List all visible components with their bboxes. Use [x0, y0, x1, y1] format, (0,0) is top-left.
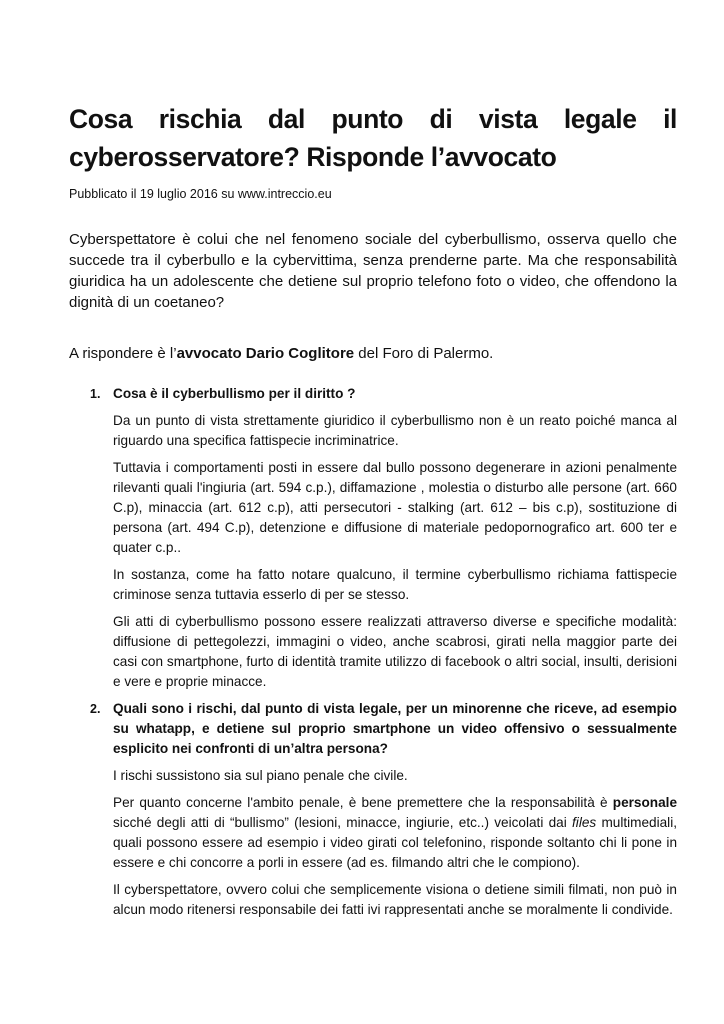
- question-title: Cosa è il cyberbullismo per il diritto ?: [113, 386, 356, 401]
- question-number: 1.: [90, 387, 101, 401]
- answer-paragraph: Tuttavia i comportamenti posti in essere dal bullo possono degenerare in azioni penalmente rilevanti quali l'ingiuria (art. 594 c.p.), diffamazione , molestia o disturbo alle persone (art. 660 C.p), minaccia (art. 612 c.p), atti persecutori - stalking (art. 612 – bis c.p), sostituzione di persona (art. 494 C.p), detenzione e diffusione di materiale pedopornografico art. 600 ter e quater c.p..: [113, 460, 677, 555]
- answer-paragraph: Gli atti di cyberbullismo possono essere realizzati attraverso diverse e specifiche modalità: diffusione di pettegolezzi, immagini o video, anche scabrosi, girati nella maggior parte dei casi con smartphone, furto di identità tramite utilizzo di facebook o altri social, insulti, derisioni e vere e proprie minacce.: [113, 614, 677, 689]
- document-page: [69, 100, 677, 927]
- article-title: Cosa rischia dal punto di vista legale il cyberosservatore? Risponde l’avvocato: [69, 104, 677, 172]
- answer-by-prefix: A rispondere è l’: [69, 345, 177, 362]
- question-list: [69, 384, 677, 920]
- italic-term: files: [572, 815, 597, 830]
- text-segment: multimediali, quali possono essere ad esempio i video girati col telefonino, risponde soltanto chi li pone in essere e chi concorre a porli in essere (ad es. filmando altri che le compiono).: [113, 815, 678, 870]
- question-number: 2.: [90, 702, 101, 716]
- answer-paragraph: Da un punto di vista strettamente giuridico il cyberbullismo non è un reato poiché manca al riguardo una specifica fattispecie incriminatrice.: [113, 413, 677, 448]
- bold-term: personale: [612, 795, 677, 810]
- question-item-2: [69, 699, 677, 920]
- intro-paragraph: Cyberspettatore è colui che nel fenomeno sociale del cyberbullismo, osserva quello che succede tra il cyberbullo e la cybervittima, senza prenderne parte. Ma che responsabilità giuridica ha un adolescente che detiene sul proprio telefono foto o video, che offendono la dignità di un coetaneo?: [69, 231, 677, 311]
- question-item-1: [69, 384, 677, 692]
- answer-by-line: [69, 343, 677, 364]
- publication-info: Pubblicato il 19 luglio 2016 su www.intreccio.eu: [69, 187, 332, 201]
- answer-paragraph: I rischi sussistono sia sul piano penale che civile.: [113, 768, 408, 783]
- text-segment: sicché degli atti di “bullismo” (lesioni, minacce, ingiurie, etc..) veicolati dai: [113, 815, 573, 830]
- answer-paragraph-personale: [113, 793, 677, 873]
- answer-paragraph: In sostanza, come ha fatto notare qualcuno, il termine cyberbullismo richiama fattispecie criminose senza tuttavia esserlo di per se stesso.: [113, 567, 677, 602]
- answer-by-suffix: del Foro di Palermo.: [354, 345, 494, 362]
- lawyer-name: avvocato Dario Coglitore: [176, 345, 355, 362]
- answer-paragraph: Il cyberspettatore, ovvero colui che semplicemente visiona o detiene simili filmati, non può in alcun modo ritenersi responsabile dei fatti ivi rappresentati anche se moralmente li condivide.: [113, 882, 677, 917]
- question-title: Quali sono i rischi, dal punto di vista legale, per un minorenne che riceve, ad esempio su whatapp, e detiene sul proprio smartphone un video offensivo o sessualmente esplicito nei confronti di un’altra persona?: [113, 701, 677, 756]
- text-segment: Per quanto concerne l'ambito penale, è bene premettere che la responsabilità è: [113, 795, 613, 810]
